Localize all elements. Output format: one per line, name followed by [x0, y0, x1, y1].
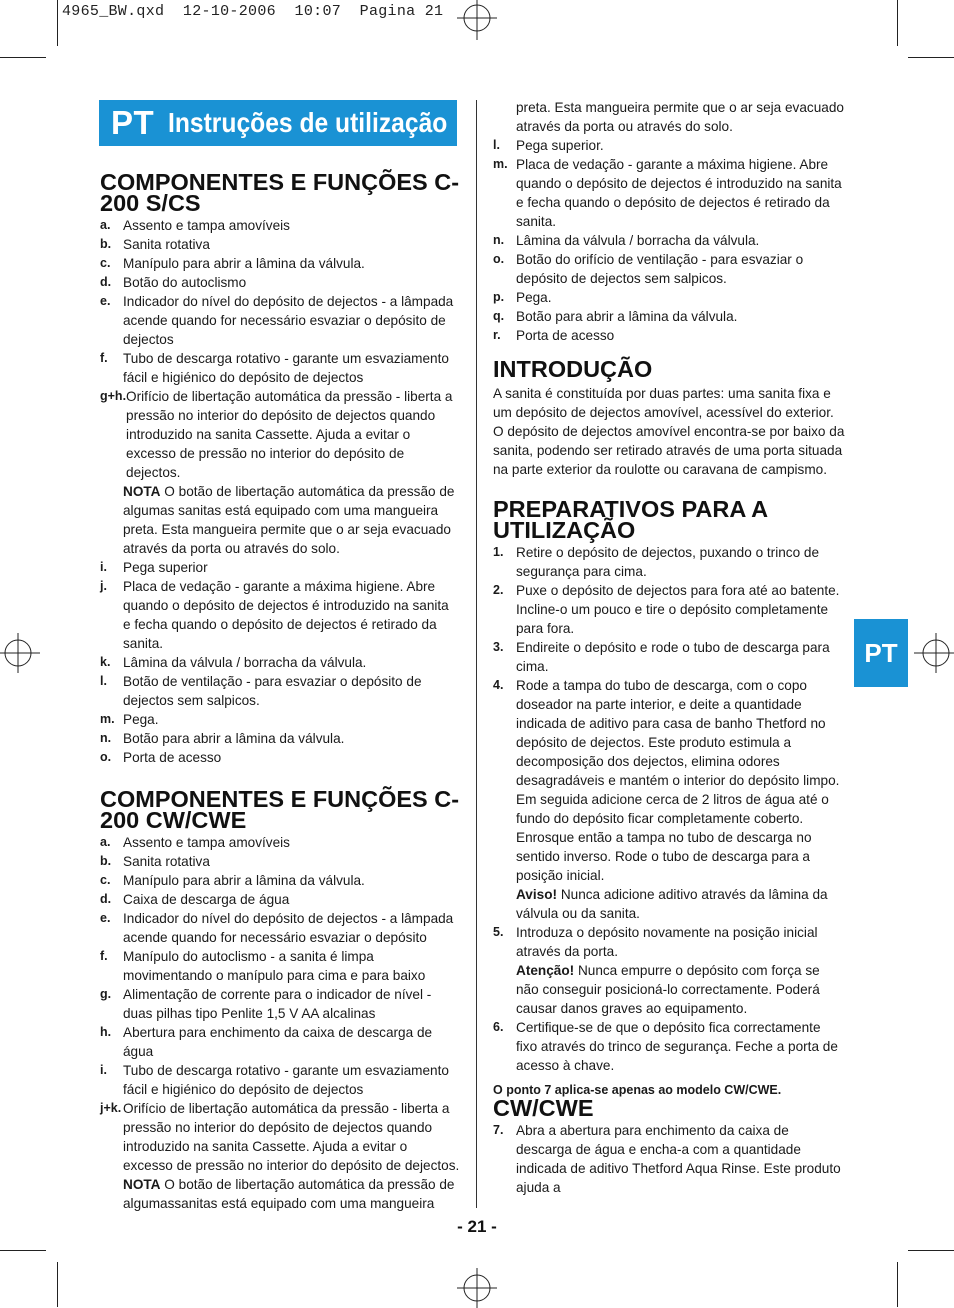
list-item [100, 216, 460, 235]
list-item-key: q. [493, 309, 505, 323]
note-paragraph [100, 1175, 460, 1213]
list-item-key: o. [493, 252, 505, 266]
note-text: O botão de libertação automática da pressão de algumas sanitas está equipado com uma mangueira preta. Esta mangueira permite que o ar seja evacuado através da porta ou através do solo. [123, 484, 455, 556]
list-item-text: Lâmina da válvula / borracha da válvula. [123, 655, 367, 670]
list-item [100, 833, 460, 852]
section-heading: CW/CWE [493, 1095, 594, 1121]
intro-paragraph: A sanita é constituída por duas partes: uma sanita fixa e um depósito de dejectos amovível, acessível do exterior. O depósito de dejectos amovível encontra-se por baixo da sanita, podendo ser retirado através de uma porta situada na parte exterior da roulotte ou caravana de campismo. [493, 386, 845, 477]
list-item-key: g+h. [100, 389, 127, 403]
note-label: Aviso! [516, 887, 558, 902]
list-item [100, 710, 460, 729]
note-text: Nunca adicione aditivo através da lâmina da válvula ou da sanita. [516, 887, 828, 921]
list-item-text: Porta de acesso [123, 750, 222, 765]
list-item-key: k. [100, 655, 111, 669]
list-item [100, 254, 460, 273]
section-heading: PREPARATIVOS PARA A UTILIZAÇÃO [493, 496, 768, 543]
list-item-text: Botão para abrir a lâmina da válvula. [516, 309, 738, 324]
note-paragraph [493, 961, 845, 1018]
list-item-key: 4. [493, 678, 504, 692]
list-item-key: 2. [493, 583, 504, 597]
list-item-text: Porta de acesso [516, 328, 615, 343]
list-item-text: Abra a abertura para enchimento da caixa de descarga de água e encha-a com a quantidade indicada de aditivo Thetford Aqua Rinse. Este produto ajuda a [516, 1123, 841, 1195]
list-item-key: a. [100, 835, 111, 849]
preparation-section [493, 496, 845, 1075]
note-label: NOTA [123, 484, 161, 499]
list-item-key: 3. [493, 640, 504, 654]
list-item-key: n. [100, 731, 112, 745]
list-item-text: Orifício de libertação automática da pressão - liberta a pressão no interior do depósito de dejectos quando introduzido na sanita Cassette. Ajuda a evitar o excesso de pressão no interior do depósito de dejectos. [126, 389, 453, 480]
list-item-key: j+k. [100, 1101, 122, 1115]
list-item [493, 136, 845, 155]
registration-mark-icon [457, 1268, 497, 1308]
list-item-key: e. [100, 294, 111, 308]
list-item [100, 1061, 460, 1099]
list-item-text: Pega superior [123, 560, 208, 575]
list-item-text: Assento e tampa amovíveis [123, 218, 290, 233]
crop-mark [897, 1262, 898, 1307]
list-item-text: Tubo de descarga rotativo - garante um esvaziamento fácil e higiénico do depósito de dejectos [123, 1063, 449, 1097]
introduction-section [493, 356, 845, 479]
list-item-key: f. [100, 949, 108, 963]
page-title: Instruções de utilização [168, 107, 448, 138]
note-paragraph [100, 482, 460, 558]
list-item [493, 638, 845, 676]
list-item [493, 543, 845, 581]
note-label: Atenção! [516, 963, 575, 978]
list-item-key: c. [100, 256, 111, 270]
list-item-text: Orifício de libertação automática da pressão - liberta a pressão no interior do depósito de dejectos quando introduzido na sanita Cassette. Ajuda a evitar o excesso de pressão no interior do depósito de dejectos. [123, 1101, 460, 1173]
list-item [100, 273, 460, 292]
list-item-text: Botão de ventilação - para esvaziar o depósito de dejectos sem salpicos. [123, 674, 422, 708]
right-column [493, 98, 845, 1215]
list-item-key: o. [100, 750, 112, 764]
crop-mark [908, 1250, 954, 1251]
crop-mark [57, 0, 58, 46]
list-item [100, 672, 460, 710]
list-item [493, 1018, 845, 1075]
registration-mark-icon [457, 0, 497, 40]
list-item-key: g. [100, 987, 112, 1001]
printer-slug: 4965_BW.qxd 12-10-2006 10:07 Pagina 21 [62, 3, 444, 20]
list-item-text: Puxe o depósito de dejectos para fora até ao batente. Incline-o um pouco e tire o depósito completamente para fora. [516, 583, 840, 636]
note-text: Nunca empurre o depósito com força se não conseguir posicioná-lo correctamente. Poderá causar danos graves ao equipamento. [516, 963, 820, 1016]
list-item [493, 326, 845, 345]
list-item [493, 307, 845, 326]
cw-section [493, 1083, 845, 1197]
list-item-text: Sanita rotativa [123, 237, 210, 252]
list-item [493, 98, 845, 136]
list-item-text: Placa de vedação - garante a máxima higiene. Abre quando o depósito de dejectos é introduzido na sanita e fecha quando o depósito de dejectos é retirado da sanita. [516, 157, 842, 229]
column-divider [476, 100, 477, 1208]
list-item-text: Placa de vedação - garante a máxima higiene. Abre quando o depósito de dejectos é introduzido na sanita e fecha quando o depósito de dejectos é retirado da sanita. [123, 579, 449, 651]
list-item [493, 231, 845, 250]
list-item [100, 349, 460, 387]
list-item-key: p. [493, 290, 505, 304]
left-column [100, 169, 460, 1231]
section-heading: COMPONENTES E FUNÇÕES C-200 CW/CWE [100, 786, 460, 833]
list-item-text: Alimentação de corrente para o indicador de nível - duas pilhas tipo Penlite 1,5 V AA alcalinas [123, 987, 432, 1021]
list-item-text: Endireite o depósito e rode o tubo de descarga para cima. [516, 640, 830, 674]
list-item-key: d. [100, 275, 112, 289]
list-item-text: Manípulo para abrir a lâmina da válvula. [123, 256, 365, 271]
list-item [100, 852, 460, 871]
list-item-text: Botão para abrir a lâmina da válvula. [123, 731, 345, 746]
list-item-key: 1. [493, 545, 504, 559]
crop-mark [908, 57, 954, 58]
list-item-key: 6. [493, 1020, 504, 1034]
list-item-text: Sanita rotativa [123, 854, 210, 869]
list-item-text: Caixa de descarga de água [123, 892, 290, 907]
components-section [100, 786, 460, 1213]
list-item-text: Retire o depósito de dejectos, puxando o trinco de segurança para cima. [516, 545, 820, 579]
list-item-key: r. [493, 328, 501, 342]
list-item [100, 1023, 460, 1061]
list-item-key: m. [100, 712, 115, 726]
list-item-key: b. [100, 854, 112, 868]
list-item-text: Indicador do nível do depósito de dejectos - a lâmpada acende quando for necessário esvaziar o depósito de dejectos [123, 294, 454, 347]
list-item [493, 581, 845, 638]
list-item [100, 909, 460, 947]
list-item-text: Introduza o depósito novamente na posição inicial através da porta. [516, 925, 818, 959]
continued-list [493, 98, 845, 345]
list-item [493, 676, 845, 885]
section-heading: COMPONENTES E FUNÇÕES C-200 S/CS [100, 169, 460, 216]
list-item-text: Lâmina da válvula / borracha da válvula. [516, 233, 760, 248]
list-item-key: m. [493, 157, 508, 171]
list-item [100, 387, 460, 482]
list-item [493, 1121, 845, 1197]
list-item-text: Indicador do nível do depósito de dejectos - a lâmpada acende quando for necessário esvaziar o depósito [123, 911, 454, 945]
list-item-text: Botão do orifício de ventilação - para esvaziar o depósito de dejectos sem salpicos. [516, 252, 804, 286]
list-item [100, 947, 460, 985]
crop-mark [0, 1250, 46, 1251]
list-item-key: b. [100, 237, 112, 251]
model-note: O ponto 7 aplica-se apenas ao modelo CW/CWE. [493, 1083, 782, 1097]
crop-mark [897, 0, 898, 46]
list-item-key: h. [100, 1025, 112, 1039]
note-text: O botão de libertação automática da pressão de algumassanitas está equipado com uma mangueira [123, 1177, 455, 1211]
components-section [100, 169, 460, 767]
list-item-text: Manípulo para abrir a lâmina da válvula. [123, 873, 365, 888]
list-item-key: f. [100, 351, 108, 365]
list-item [100, 235, 460, 254]
list-item [100, 292, 460, 349]
list-item [100, 1099, 460, 1175]
list-item-key [493, 98, 516, 136]
list-item-text: Tubo de descarga rotativo - garante um esvaziamento fácil e higiénico do depósito de dejectos [123, 351, 449, 385]
list-item [493, 250, 845, 288]
list-item-key: c. [100, 873, 111, 887]
list-item [100, 729, 460, 748]
list-item [100, 558, 460, 577]
list-item [100, 890, 460, 909]
language-code: PT [111, 104, 155, 141]
list-item-key: n. [493, 233, 505, 247]
language-side-tab: PT [854, 619, 908, 687]
list-item-text: preta. Esta mangueira permite que o ar seja evacuado através da porta ou através do solo. [516, 100, 844, 134]
list-item-text: Rode a tampa do tubo de descarga, com o copo doseador na parte interior, e deite a quantidade indicada de aditivo para casa de banho Thetford no depósito de dejectos. Este produto estimula a decomposição dos dejectos, elimina odores desagradáveis e mantém o interior do depósito limpo. Em seguida adicione cerca de 2 litros de água até o fundo do depósito ficar completamente coberto. Enrosque então a tampa no tubo de descarga no sentido inverso. Rode o tubo de descarga para a posição inicial. [516, 678, 840, 883]
list-item [493, 923, 845, 961]
list-item-key: i. [100, 1063, 107, 1077]
list-item-key: i. [100, 560, 107, 574]
registration-mark-icon [0, 633, 40, 673]
list-item [100, 871, 460, 890]
list-item-text: Certifique-se de que o depósito fica correctamente fixo através do trinco de segurança. Feche a porta de acesso à chave. [516, 1020, 838, 1073]
list-item-key: e. [100, 911, 111, 925]
note-label: NOTA [123, 1177, 161, 1192]
list-item-key: j. [100, 579, 107, 593]
list-item-text: Pega superior. [516, 138, 604, 153]
registration-mark-icon [914, 633, 954, 673]
section-heading: INTRODUÇÃO [493, 356, 653, 382]
list-item-text: Botão do autoclismo [123, 275, 247, 290]
list-item [100, 653, 460, 672]
crop-mark [57, 1262, 58, 1307]
list-item-text: Assento e tampa amovíveis [123, 835, 290, 850]
list-item-key: l. [100, 674, 107, 688]
list-item-text: Pega. [123, 712, 159, 727]
list-item-key: l. [493, 138, 500, 152]
list-item-text: Abertura para enchimento da caixa de descarga de água [123, 1025, 433, 1059]
list-item [100, 748, 460, 767]
list-item-key: d. [100, 892, 112, 906]
page-number: - 21 - [457, 1217, 497, 1236]
list-item-text: Pega. [516, 290, 552, 305]
list-item [100, 985, 460, 1023]
list-item [100, 577, 460, 653]
list-item [493, 155, 845, 231]
language-title-banner [99, 100, 457, 146]
list-item-key: 7. [493, 1123, 504, 1137]
list-item [493, 288, 845, 307]
list-item-key: a. [100, 218, 111, 232]
list-item-text: Manípulo do autoclismo - a sanita é limpa movimentando o manípulo para cima e para baixo [123, 949, 426, 983]
note-paragraph [493, 885, 845, 923]
crop-mark [0, 57, 46, 58]
list-item-key: 5. [493, 925, 504, 939]
